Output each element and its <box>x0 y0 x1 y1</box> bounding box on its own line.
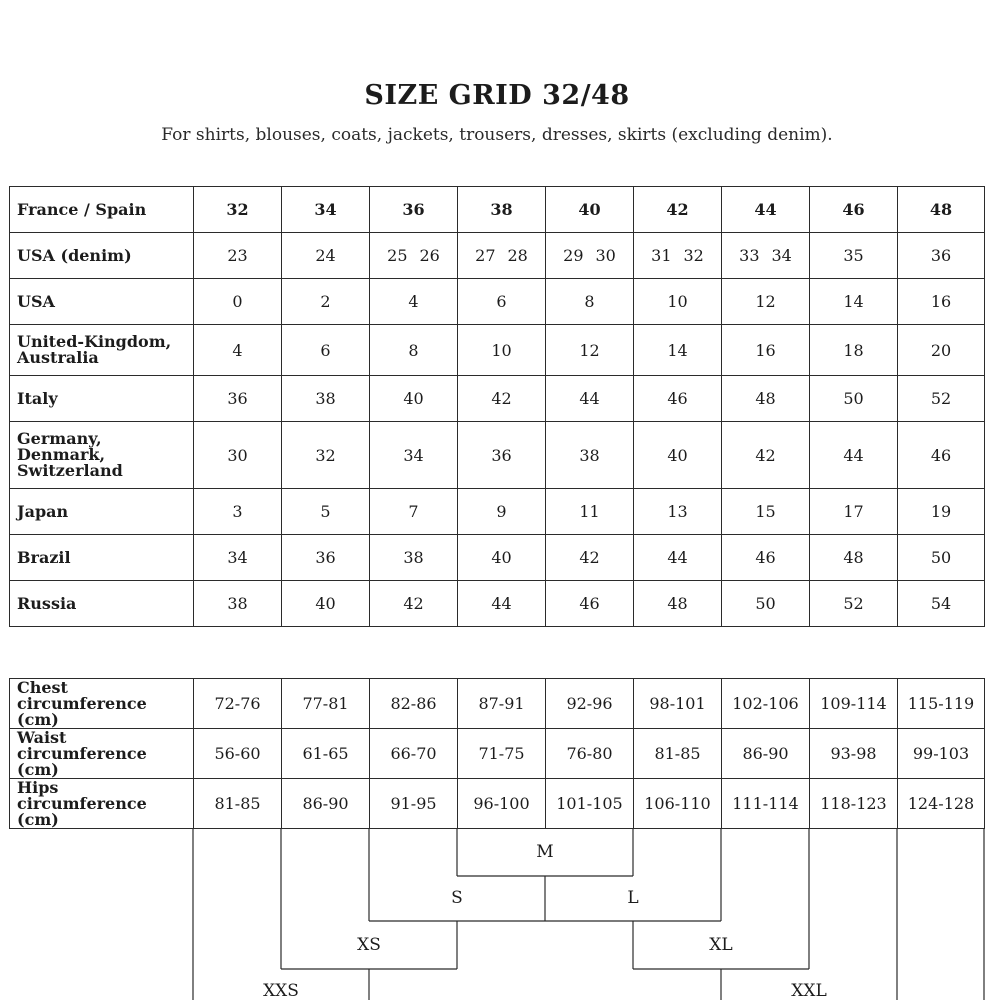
table-cell: 40 <box>634 422 722 489</box>
table-cell: 16 <box>898 279 985 325</box>
table-cell: 48 <box>898 187 985 233</box>
table-cell: 2 <box>282 279 370 325</box>
table-cell: 106-110 <box>634 779 722 829</box>
table-cell: 17 <box>810 489 898 535</box>
table-cell: 82-86 <box>370 679 458 729</box>
table-cell: 7 <box>370 489 458 535</box>
table-cell: 46 <box>810 187 898 233</box>
table-cell: 72-76 <box>194 679 282 729</box>
table-cell: 77-81 <box>282 679 370 729</box>
page-subtitle: For shirts, blouses, coats, jackets, trousers, dresses, skirts (excluding denim). <box>161 125 833 145</box>
size-s-label: S <box>451 888 463 908</box>
table-cell: 48 <box>722 376 810 422</box>
table-cell: 46 <box>546 581 634 627</box>
table-cell: 38 <box>546 422 634 489</box>
table-row <box>10 279 985 325</box>
table-cell: 76-80 <box>546 729 634 779</box>
cell-value: 29 <box>563 246 584 265</box>
cell-value: 33 <box>739 246 760 265</box>
table-cell: 42 <box>634 187 722 233</box>
table-cell: 8 <box>546 279 634 325</box>
cell-value: 35 <box>843 246 864 265</box>
cell-value: 28 <box>507 246 528 265</box>
table-cell: 32 <box>282 422 370 489</box>
table-cell: 86-90 <box>722 729 810 779</box>
table-cell: 71-75 <box>458 729 546 779</box>
row-label: Brazil <box>10 535 194 581</box>
table-cell: 42 <box>722 422 810 489</box>
table-cell: 52 <box>810 581 898 627</box>
table-cell: 19 <box>898 489 985 535</box>
table-cell: 44 <box>722 187 810 233</box>
cell-value: 30 <box>595 246 616 265</box>
table-cell: 36 <box>194 376 282 422</box>
size-xl-label: XL <box>709 935 733 955</box>
table-cell: 30 <box>194 422 282 489</box>
table-cell: 10 <box>634 279 722 325</box>
table-cell <box>722 233 810 279</box>
table-cell: 66-70 <box>370 729 458 779</box>
table-cell: 34 <box>370 422 458 489</box>
table-cell: 40 <box>370 376 458 422</box>
table-cell: 124-128 <box>898 779 985 829</box>
row-label: Japan <box>10 489 194 535</box>
table-cell: 36 <box>282 535 370 581</box>
table-cell: 102-106 <box>722 679 810 729</box>
table-cell: 115-119 <box>898 679 985 729</box>
table-cell: 38 <box>458 187 546 233</box>
table-cell: 44 <box>546 376 634 422</box>
table-row <box>10 679 985 729</box>
table-cell: 18 <box>810 325 898 376</box>
table-cell <box>898 233 985 279</box>
table-cell: 38 <box>194 581 282 627</box>
table-row <box>10 729 985 779</box>
cell-value: 24 <box>315 246 336 265</box>
table-cell <box>194 233 282 279</box>
table-cell: 48 <box>810 535 898 581</box>
table-cell: 46 <box>634 376 722 422</box>
table-cell: 54 <box>898 581 985 627</box>
table-cell: 14 <box>810 279 898 325</box>
row-label: Chest circumference (cm) <box>10 679 194 729</box>
table-cell: 42 <box>458 376 546 422</box>
table-cell: 40 <box>458 535 546 581</box>
cell-value: 36 <box>930 246 952 265</box>
table-cell: 40 <box>546 187 634 233</box>
table-row <box>10 187 985 233</box>
row-label: USA <box>10 279 194 325</box>
table-cell: 34 <box>282 187 370 233</box>
table-cell: 6 <box>458 279 546 325</box>
table-row <box>10 376 985 422</box>
page-title: SIZE GRID 32/48 <box>364 80 630 111</box>
table-row <box>10 422 985 489</box>
table-cell: 52 <box>898 376 985 422</box>
table-cell: 36 <box>370 187 458 233</box>
table-cell: 38 <box>282 376 370 422</box>
table-cell: 34 <box>194 535 282 581</box>
row-label: Waist circumference (cm) <box>10 729 194 779</box>
cell-value: 25 <box>387 246 408 265</box>
row-label: Germany, Denmark, Switzerland <box>10 422 194 489</box>
table-cell: 10 <box>458 325 546 376</box>
table-cell: 50 <box>898 535 985 581</box>
size-xxs-label: XXS <box>263 981 299 1001</box>
table-cell: 81-85 <box>634 729 722 779</box>
table-cell: 118-123 <box>810 779 898 829</box>
size-l-label: L <box>627 888 639 908</box>
row-label: Russia <box>10 581 194 627</box>
table-cell: 98-101 <box>634 679 722 729</box>
size-xxl-label: XXL <box>791 981 827 1001</box>
row-label: United-Kingdom, Australia <box>10 325 194 376</box>
size-conversion-table <box>9 186 985 627</box>
table-cell: 50 <box>722 581 810 627</box>
cell-value: 34 <box>771 246 792 265</box>
size-xs-label: XS <box>357 935 381 955</box>
table-row <box>10 325 985 376</box>
table-cell: 44 <box>458 581 546 627</box>
table-cell: 8 <box>370 325 458 376</box>
table-cell: 4 <box>194 325 282 376</box>
table-cell: 42 <box>370 581 458 627</box>
table-cell: 50 <box>810 376 898 422</box>
table-cell: 15 <box>722 489 810 535</box>
table-cell: 16 <box>722 325 810 376</box>
table-row <box>10 233 985 279</box>
table-cell: 48 <box>634 581 722 627</box>
table-cell: 4 <box>370 279 458 325</box>
table-cell: 81-85 <box>194 779 282 829</box>
table-cell: 109-114 <box>810 679 898 729</box>
table-cell: 14 <box>634 325 722 376</box>
table-cell: 111-114 <box>722 779 810 829</box>
table-cell: 11 <box>546 489 634 535</box>
table-cell: 93-98 <box>810 729 898 779</box>
table-cell <box>282 233 370 279</box>
table-cell <box>458 233 546 279</box>
table-cell: 56-60 <box>194 729 282 779</box>
table-row <box>10 779 985 829</box>
table-cell <box>810 233 898 279</box>
table-cell: 20 <box>898 325 985 376</box>
table-cell: 42 <box>546 535 634 581</box>
size-bracket-diagram <box>0 829 1000 1000</box>
table-cell: 92-96 <box>546 679 634 729</box>
table-cell: 99-103 <box>898 729 985 779</box>
table-cell: 13 <box>634 489 722 535</box>
row-label: Italy <box>10 376 194 422</box>
table-cell: 38 <box>370 535 458 581</box>
table-cell: 101-105 <box>546 779 634 829</box>
row-label: Hips circumference (cm) <box>10 779 194 829</box>
table-cell: 40 <box>282 581 370 627</box>
table-cell: 32 <box>194 187 282 233</box>
row-label: France / Spain <box>10 187 194 233</box>
measurement-table <box>9 678 985 829</box>
table-cell: 91-95 <box>370 779 458 829</box>
cell-value: 23 <box>227 246 248 265</box>
table-cell: 46 <box>722 535 810 581</box>
table-cell: 12 <box>722 279 810 325</box>
cell-value: 26 <box>419 246 440 265</box>
cell-value: 31 <box>651 246 672 265</box>
table-row <box>10 535 985 581</box>
table-cell: 12 <box>546 325 634 376</box>
cell-value: 32 <box>683 246 704 265</box>
table-cell: 36 <box>458 422 546 489</box>
table-cell <box>634 233 722 279</box>
table-cell <box>546 233 634 279</box>
table-cell: 5 <box>282 489 370 535</box>
table-cell <box>370 233 458 279</box>
size-m-label: M <box>536 842 554 862</box>
table-cell: 86-90 <box>282 779 370 829</box>
table-cell: 96-100 <box>458 779 546 829</box>
table-cell: 6 <box>282 325 370 376</box>
table-row <box>10 581 985 627</box>
table-cell: 87-91 <box>458 679 546 729</box>
table-cell: 3 <box>194 489 282 535</box>
cell-value: 27 <box>475 246 496 265</box>
table-cell: 44 <box>634 535 722 581</box>
table-cell: 46 <box>898 422 985 489</box>
table-cell: 44 <box>810 422 898 489</box>
row-label: USA (denim) <box>10 233 194 279</box>
table-cell: 9 <box>458 489 546 535</box>
table-cell: 0 <box>194 279 282 325</box>
table-cell: 61-65 <box>282 729 370 779</box>
table-row <box>10 489 985 535</box>
